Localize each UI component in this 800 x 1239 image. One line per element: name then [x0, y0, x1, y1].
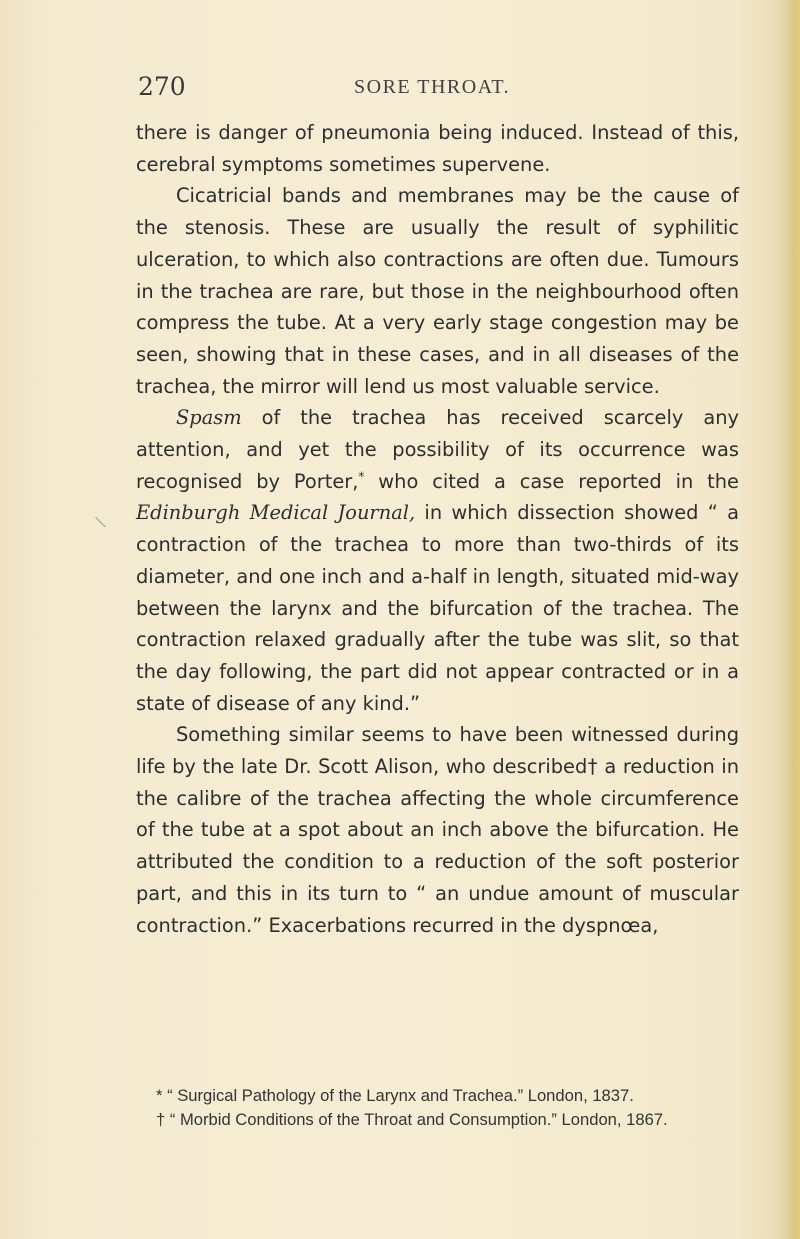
paragraph-4-part-a: Something similar seems to have been witnessed during life by the late Dr. Scott Alison, who described [136, 723, 739, 779]
page-number: 270 [138, 72, 186, 101]
paragraph-4 [136, 719, 739, 941]
paragraph-1: there is danger of pneumonia being induced. Instead of this, cerebral symptoms sometimes supervene. [136, 121, 739, 176]
paragraph-3-part-a: of the trachea has received scarcely any attention, and yet the possibility of its occurrence was recognised by Porter, [136, 406, 739, 493]
italic-term-spasm: Spasm [176, 406, 242, 430]
italic-journal-title: Edinburgh Medical Journal, [136, 501, 416, 525]
footnotes [136, 1084, 740, 1132]
paragraph-3-part-b: who cited a case reported in the [364, 469, 739, 493]
paragraph-3 [136, 402, 739, 719]
margin-pencil-mark [85, 517, 106, 538]
footnote-marker-dagger: † [587, 755, 598, 779]
paragraph-3-part-c: in which dissection showed “ a contraction of the trachea to more than two-thirds of its diameter, and one inch and a-half in length, situated mid-way between the larynx and the bifurcation of the trachea. The contraction relaxed gradually after the tube was slit, so that the day following, the part did not appear contracted or in a state of disease of any kind.” [136, 501, 740, 715]
footnote-1: * “ Surgical Pathology of the Larynx and Trachea.” London, 1837. [156, 1086, 634, 1105]
paragraph-4-part-b: a reduction in the calibre of the trachea affecting the whole circumference of the tube at a spot about an inch above the bifurcation. He attributed the condition to a reduction of the soft posterior part, and this in its turn to “ an undue amount of muscular contraction.” Exacerbations recurred in the dyspnœa, [136, 755, 739, 937]
page-edge-shading [786, 0, 800, 1239]
footnote-2: † “ Morbid Conditions of the Throat and Consumption.” London, 1867. [156, 1110, 668, 1129]
footnote-marker-asterisk: * [358, 469, 365, 484]
body-text [136, 117, 739, 941]
running-title: SORE THROAT. [354, 76, 511, 98]
paragraph-2: Cicatricial bands and membranes may be the cause of the stenosis. These are usually the result of syphilitic ulceration, to which also contractions are often due. Tumours in the trachea are rare, but those in the neighbourhood often compress the tube. At a very early stage congestion may be seen, showing that in these cases, and in all diseases of the trachea, the mirror will lend us most valuable service. [136, 184, 739, 398]
